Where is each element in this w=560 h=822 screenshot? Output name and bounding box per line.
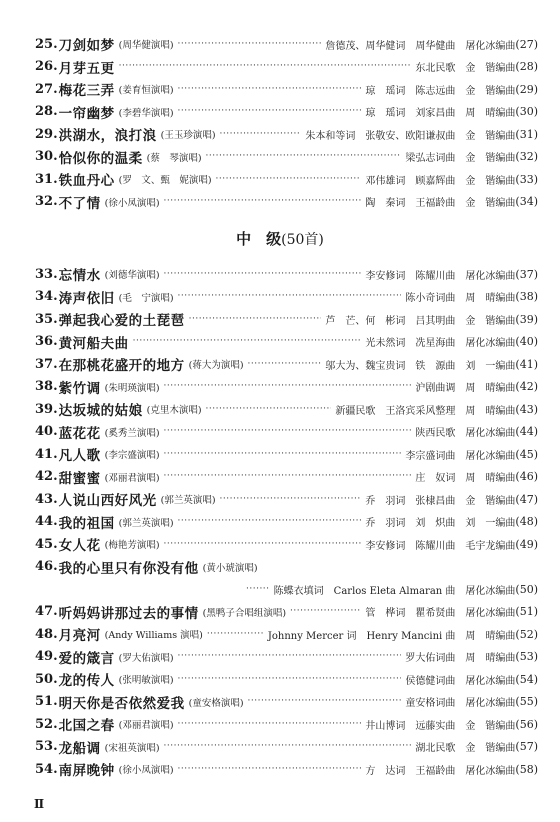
song-credits: 新疆民歌 王洛宾采风整理 周 晴编曲 <box>335 405 516 417</box>
singer-note: (奚秀兰演唱) <box>104 427 160 439</box>
page-reference: (55) <box>515 695 538 709</box>
song-credits: 井山博词 远藤实曲 金 锴编曲 <box>365 720 516 732</box>
song-credits: 邬大为、魏宝贵词 铁 源曲 刘 一编曲 <box>325 360 516 372</box>
page-reference: (43) <box>515 402 538 416</box>
entry-number: 54. <box>35 761 58 777</box>
page-reference: (39) <box>515 312 538 326</box>
song-credits: 李安修词 陈耀川曲 屠化冰编曲 <box>365 270 516 282</box>
entry-number: 36. <box>35 334 58 350</box>
toc-entry <box>0 736 560 759</box>
singer-note: (王玉珍演唱) <box>160 130 216 142</box>
page-reference: (56) <box>515 717 538 731</box>
song-credits: 芦 芒、何 彬词 吕其明曲 金 锴编曲 <box>325 315 516 327</box>
song-title: 黄河船夫曲 <box>58 335 129 352</box>
song-title: 弹起我心爱的土琵琶 <box>58 313 185 330</box>
singer-note: (姜育恒演唱) <box>118 85 174 97</box>
entry-number: 28. <box>35 104 58 120</box>
song-credits: 湖北民歌 金 锴编曲 <box>415 743 516 755</box>
entry-number: 41. <box>35 446 58 462</box>
dot-leader <box>207 630 264 639</box>
entry-number: 51. <box>35 694 58 710</box>
singer-note: (黄小琥演唱) <box>202 562 258 574</box>
page-reference: (57) <box>515 740 538 754</box>
dot-leader <box>220 495 362 504</box>
toc-entry <box>0 376 560 399</box>
singer-note: (郭兰英演唱) <box>160 495 216 507</box>
page-reference: (46) <box>515 470 538 484</box>
song-credits: 李安修词 陈耀川曲 毛宇龙编曲 <box>365 540 516 552</box>
song-credits: 童安格词曲 屠化冰编曲 <box>405 698 516 710</box>
dot-leader <box>178 652 402 661</box>
singer-note: (周华健演唱) <box>118 40 174 52</box>
song-title: 人说山西好风光 <box>58 493 157 510</box>
page-reference: (40) <box>515 335 538 349</box>
song-title: 涛声依旧 <box>58 290 115 307</box>
dot-leader <box>189 315 322 324</box>
singer-note: (黑鸭子合唱组演唱) <box>202 607 287 619</box>
dot-leader <box>206 405 332 414</box>
toc-entry <box>0 101 560 124</box>
song-title: 铁血丹心 <box>58 173 115 190</box>
entry-number: 27. <box>35 81 58 97</box>
song-title: 甜蜜蜜 <box>58 470 101 487</box>
song-title: 南屏晚钟 <box>58 763 115 780</box>
toc-entry <box>0 308 560 331</box>
page-reference: (32) <box>515 150 538 164</box>
entry-number: 47. <box>35 604 58 620</box>
song-title: 龙的传人 <box>58 673 115 690</box>
page-reference: (34) <box>515 195 538 209</box>
song-credits: 琼 瑶词 陈志远曲 金 锴编曲 <box>365 85 516 97</box>
dot-leader <box>178 720 362 729</box>
toc-entry <box>0 488 560 511</box>
entry-number: 52. <box>35 716 58 732</box>
page-reference: (48) <box>515 515 538 529</box>
entry-number: 34. <box>35 289 58 305</box>
toc-entry <box>0 353 560 376</box>
song-title: 凡人歌 <box>58 448 101 465</box>
entry-number: 35. <box>35 311 58 327</box>
page-reference: (30) <box>515 105 538 119</box>
entry-number: 26. <box>35 59 58 75</box>
toc-entry <box>0 713 560 736</box>
singer-note: (宋祖英演唱) <box>104 742 160 754</box>
entry-number: 53. <box>35 739 58 755</box>
song-credits: 朱本和等词 张敬安、欧阳谦叔曲 金 锴编曲 <box>305 130 516 142</box>
song-title: 在那桃花盛开的地方 <box>58 358 185 375</box>
toc-entry <box>0 646 560 669</box>
entry-number: 50. <box>35 671 58 687</box>
toc-entry <box>0 623 560 646</box>
toc-entry <box>0 33 560 56</box>
toc-entry <box>0 691 560 714</box>
song-title: 北国之春 <box>58 718 115 735</box>
entry-number: 44. <box>35 514 58 530</box>
entry-number: 38. <box>35 379 58 395</box>
page-reference: (33) <box>515 172 538 186</box>
entry-number: 46. <box>35 559 58 575</box>
page-reference: (31) <box>515 127 538 141</box>
dot-leader <box>164 540 362 549</box>
toc-entry <box>0 146 560 169</box>
page-reference: (53) <box>515 650 538 664</box>
song-credits: 光未然词 冼星海曲 屠化冰编曲 <box>365 338 516 350</box>
dot-leader <box>164 382 412 391</box>
song-title: 忘情水 <box>58 268 101 285</box>
page-reference: (58) <box>515 762 538 776</box>
song-credits: 侯德健词曲 屠化冰编曲 <box>405 675 516 687</box>
dot-leader <box>133 337 362 346</box>
dot-leader <box>164 472 412 481</box>
page-reference: (37) <box>515 267 538 281</box>
entry-number: 40. <box>35 424 58 440</box>
toc-entry <box>0 191 560 214</box>
singer-note: (梅艳芳演唱) <box>104 540 160 552</box>
dot-leader <box>178 40 322 49</box>
dot-leader <box>164 450 402 459</box>
dot-leader <box>178 107 362 116</box>
song-title: 刀剑如梦 <box>58 38 115 55</box>
beginner-list-tail <box>0 33 560 213</box>
entry-number: 32. <box>35 194 58 210</box>
toc-entry <box>0 556 560 601</box>
song-title: 紫竹调 <box>58 380 101 397</box>
song-credits: 詹德茂、周华健词 周华健曲 屠化冰编曲 <box>325 40 516 52</box>
dot-leader <box>248 697 402 706</box>
song-title: 女人花 <box>58 538 101 555</box>
toc-entry <box>0 421 560 444</box>
dot-leader <box>290 607 361 616</box>
entry-number: 45. <box>35 536 58 552</box>
dot-leader <box>216 175 362 184</box>
song-credits: 陕西民歌 屠化冰编曲 <box>415 428 516 440</box>
entry-number: 25. <box>35 36 58 52</box>
toc-entry <box>0 56 560 79</box>
song-credits: 邓伟雄词 顾嘉辉曲 金 锴编曲 <box>365 175 516 187</box>
singer-note: (Andy Williams 演唱) <box>104 630 203 642</box>
entry-number: 31. <box>35 171 58 187</box>
page-reference: (29) <box>515 82 538 96</box>
singer-note: (蒋大为演唱) <box>188 360 244 372</box>
page-reference: (28) <box>515 60 538 74</box>
song-title: 洪湖水，浪打浪 <box>58 128 157 145</box>
page-reference: (49) <box>515 537 538 551</box>
song-credits: 琼 瑶词 刘家昌曲 周 晴编曲 <box>365 108 516 120</box>
page-reference: (41) <box>515 357 538 371</box>
entry-number: 42. <box>35 469 58 485</box>
song-credits: 乔 羽词 张棣昌曲 金 锴编曲 <box>365 495 516 507</box>
song-title: 月亮河 <box>58 628 101 645</box>
singer-note: (张明敏演唱) <box>118 675 174 687</box>
section-heading-count: (50首) <box>281 232 324 248</box>
entry-number: 37. <box>35 356 58 372</box>
song-credits: 梁弘志词曲 金 锴编曲 <box>405 153 516 165</box>
page-reference: (54) <box>515 672 538 686</box>
dot-leader <box>178 517 362 526</box>
song-title: 恰似你的温柔 <box>58 150 143 167</box>
song-credits: 李宗盛词曲 屠化冰编曲 <box>405 450 516 462</box>
singer-note: (徐小凤演唱) <box>104 197 160 209</box>
song-title: 梅花三弄 <box>58 83 115 100</box>
song-title: 月芽五更 <box>58 60 115 77</box>
entry-number: 30. <box>35 149 58 165</box>
singer-note: (童安格演唱) <box>188 697 244 709</box>
dot-leader <box>178 85 362 94</box>
toc-entry <box>0 668 560 691</box>
toc-entry <box>0 286 560 309</box>
page-reference: (51) <box>515 605 538 619</box>
toc-entry <box>0 168 560 191</box>
toc-entry <box>0 123 560 146</box>
entry-number: 43. <box>35 491 58 507</box>
song-credits: 陶 秦词 王福龄曲 金 锴编曲 <box>365 198 516 210</box>
page-reference: (47) <box>515 492 538 506</box>
dot-leader <box>178 292 402 301</box>
song-title: 一帘幽梦 <box>58 105 115 122</box>
song-title: 爱的箴言 <box>58 650 115 667</box>
song-credits: 沪剧曲调 周 晴编曲 <box>415 383 516 395</box>
toc-entry <box>0 466 560 489</box>
toc-entry <box>0 331 560 354</box>
entry-number: 39. <box>35 401 58 417</box>
song-credits: 庄 奴词 周 晴编曲 <box>415 473 516 485</box>
dot-leader <box>164 270 362 279</box>
song-title: 我的祖国 <box>58 515 115 532</box>
singer-note: (李碧华演唱) <box>118 107 174 119</box>
song-credits: 东北民歌 金 锴编曲 <box>415 63 516 75</box>
song-title: 龙船调 <box>58 740 101 757</box>
singer-note: (邓丽君演唱) <box>104 472 160 484</box>
dot-leader <box>164 742 412 751</box>
singer-note: (罗大佑演唱) <box>118 652 174 664</box>
page-reference: (52) <box>515 627 538 641</box>
singer-note: (毛 宁演唱) <box>118 292 174 304</box>
dot-leader <box>178 675 402 684</box>
section-heading-label: 中 级 <box>236 230 282 248</box>
section-heading-intermediate <box>0 228 560 249</box>
singer-note: (刘德华演唱) <box>104 270 160 282</box>
song-title: 听妈妈讲那过去的事情 <box>58 605 199 622</box>
entry-number: 48. <box>35 626 58 642</box>
page-reference: (50) <box>515 582 538 596</box>
song-title: 达坂城的姑娘 <box>58 403 143 420</box>
singer-note: (克里木演唱) <box>146 405 202 417</box>
dot-leader <box>164 427 412 436</box>
singer-note: (蔡 琴演唱) <box>146 152 202 164</box>
toc-entry <box>0 263 560 286</box>
page-reference: (38) <box>515 290 538 304</box>
dot-leader <box>220 130 302 139</box>
toc-entry <box>0 398 560 421</box>
singer-note: (朱明瑛演唱) <box>104 382 160 394</box>
dot-leader <box>246 585 270 594</box>
toc-entry <box>0 511 560 534</box>
singer-note: (徐小凤演唱) <box>118 765 174 777</box>
song-title: 蓝花花 <box>58 425 101 442</box>
dot-leader <box>248 360 322 369</box>
entry-number: 33. <box>35 266 58 282</box>
toc-entry <box>0 758 560 781</box>
song-credits: 陈蝶衣填词 Carlos Eleta Almaran 曲 屠化冰编曲 <box>273 585 516 597</box>
song-credits: 罗大佑词曲 周 晴编曲 <box>405 653 516 665</box>
singer-note: (罗 文、甄 妮演唱) <box>118 175 212 187</box>
song-title: 不了情 <box>58 195 101 212</box>
page-reference: (45) <box>515 447 538 461</box>
dot-leader <box>119 62 412 71</box>
entry-number: 29. <box>35 126 58 142</box>
page-reference: (27) <box>515 37 538 51</box>
toc-entry <box>0 601 560 624</box>
dot-leader <box>206 152 402 161</box>
page-reference: (44) <box>515 425 538 439</box>
singer-note: (邓丽君演唱) <box>118 720 174 732</box>
song-credits: 乔 羽词 刘 炽曲 刘 一编曲 <box>365 518 516 530</box>
intermediate-list <box>0 263 560 781</box>
song-credits: 方 达词 王福龄曲 屠化冰编曲 <box>365 765 516 777</box>
song-credits: 管 桦词 瞿希贤曲 屠化冰编曲 <box>365 608 516 620</box>
toc-entry <box>0 533 560 556</box>
page-reference: (42) <box>515 380 538 394</box>
page-number: Ⅱ <box>34 797 45 811</box>
toc-entry <box>0 78 560 101</box>
singer-note: (李宗盛演唱) <box>104 450 160 462</box>
dot-leader <box>178 765 362 774</box>
entry-number: 49. <box>35 649 58 665</box>
dot-leader <box>164 197 362 206</box>
singer-note: (郭兰英演唱) <box>118 517 174 529</box>
toc-entry <box>0 443 560 466</box>
song-credits: 陈小奇词曲 周 晴编曲 <box>405 293 516 305</box>
song-title: 明天你是否依然爱我 <box>58 695 185 712</box>
song-title: 我的心里只有你没有他 <box>58 560 199 577</box>
song-credits: Johnny Mercer 词 Henry Mancini 曲 周 晴编曲 <box>267 630 516 642</box>
